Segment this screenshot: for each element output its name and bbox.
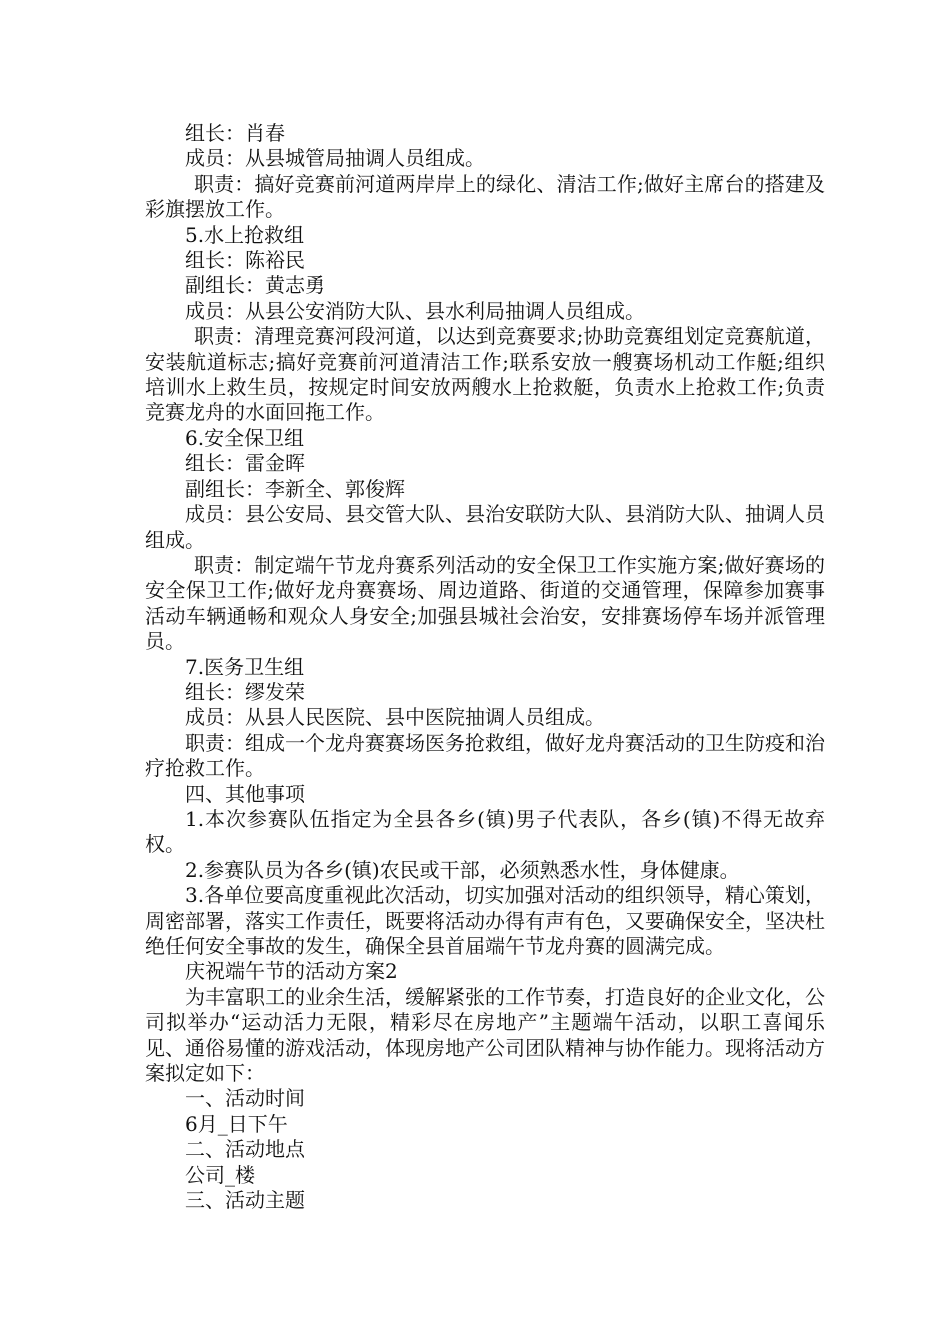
paragraph: 组长：肖春 — [185, 121, 285, 145]
paragraph: 成员：从县城管局抽调人员组成。 — [185, 146, 485, 171]
paragraph: 为丰富职工的业余生活，缓解紧张的工作节奏，打造良好的企业文化，公司拟举办“运动活力无限，精彩尽在房地产”主题端午活动，以职工喜闻乐见、通俗易懂的游戏活动，体现房地产公司团队精神与协作能力。现将活动方案拟定如下： — [145, 984, 825, 1086]
paragraph: 公司_楼 — [185, 1162, 255, 1187]
paragraph: 职责：清理竞赛河段河道，以达到竞赛要求;协助竞赛组划定竞赛航道，安装航道标志;搞好竞赛前河道清洁工作;联系安放一艘赛场机动工作艇;组织培训水上救生员，按规定时间安放两艘水上抢救艇，负责水上抢救工作;负责竞赛龙舟的水面回拖工作。 — [145, 324, 825, 425]
paragraph: 成员：从县公安消防大队、县水利局抽调人员组成。 — [185, 298, 645, 323]
paragraph: 成员：从县人民医院、县中医院抽调人员组成。 — [185, 705, 605, 730]
list-item: 1.本次参赛队伍指定为全县各乡(镇)男子代表队，各乡(镇)不得无故弃权。 — [145, 806, 825, 857]
document-title: 庆祝端午节的活动方案2 — [185, 959, 398, 984]
paragraph: 组长：雷金晖 — [185, 451, 305, 476]
list-item: 2.参赛队员为各乡(镇)农民或干部，必须熟悉水性，身体健康。 — [185, 857, 740, 882]
section-heading: 6.安全保卫组 — [185, 425, 305, 450]
section-heading: 四、其他事项 — [185, 781, 305, 806]
section-heading: 7.医务卫生组 — [185, 654, 305, 679]
section-heading: 一、活动时间 — [185, 1086, 305, 1111]
document-body — [145, 121, 825, 1213]
paragraph: 6月_日下午 — [185, 1111, 288, 1136]
section-heading: 5.水上抢救组 — [185, 222, 305, 247]
section-heading: 二、活动地点 — [185, 1137, 305, 1162]
paragraph: 职责：搞好竞赛前河道两岸岸上的绿化、清洁工作;做好主席台的搭建及彩旗摆放工作。 — [145, 171, 825, 222]
paragraph: 职责：组成一个龙舟赛赛场医务抢救组，做好龙舟赛活动的卫生防疫和治疗抢救工作。 — [145, 730, 825, 781]
paragraph: 副组长：李新全、郭俊辉 — [185, 476, 405, 501]
list-item: 3.各单位要高度重视此次活动，切实加强对活动的组织领导，精心策划，周密部署，落实工作责任，既要将活动办得有声有色，又要确保安全，坚决杜绝任何安全事故的发生，确保全县首届端午节龙舟赛的圆满完成。 — [145, 883, 825, 958]
paragraph: 副组长：黄志勇 — [185, 273, 325, 298]
paragraph: 职责：制定端午节龙舟赛系列活动的安全保卫工作实施方案;做好赛场的安全保卫工作;做好龙舟赛赛场、周边道路、街道的交通管理，保障参加赛事活动车辆通畅和观众人身安全;加强县城社会治安，安排赛场停车场并派管理员。 — [145, 552, 825, 654]
paragraph: 组长：陈裕民 — [185, 248, 305, 273]
paragraph: 成员：县公安局、县交管大队、县治安联防大队、县消防大队、抽调人员组成。 — [145, 502, 825, 552]
section-heading: 三、活动主题 — [185, 1188, 305, 1213]
paragraph: 组长：缪发荣 — [185, 679, 305, 704]
